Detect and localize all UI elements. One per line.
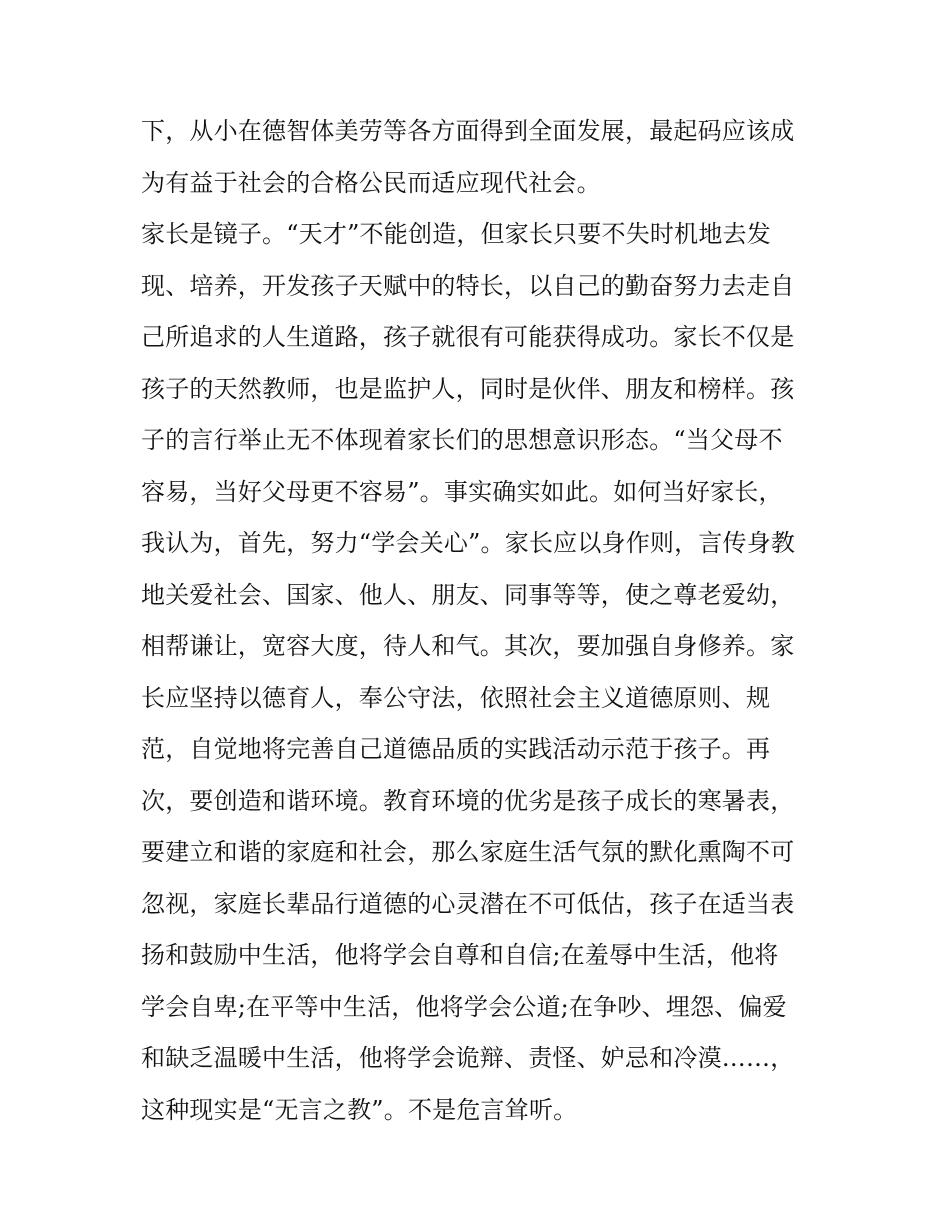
text-line: 要建立和谐的家庭和社会，那么家庭生活气氛的默化熏陶不可 <box>141 838 795 866</box>
text-line: 相帮谦让，宽容大度，待人和气。其次，要加强自身修养。家 <box>141 632 795 660</box>
text-line: 容易，当好父母更不容易”。事实确实如此。如何当好家长， <box>141 477 783 506</box>
text-line: 孩子的天然教师，也是监护人，同时是伙伴、朋友和榜样。孩 <box>141 374 795 403</box>
text-line: 次，要创造和谐环境。教育环境的优劣是孩子成长的寒暑表， <box>141 786 795 815</box>
text-line: 下，从小在德智体美劳等各方面得到全面发展，最起码应该成 <box>141 117 795 145</box>
text-line: 范，自觉地将完善自己道德品质的实践活动示范于孩子。再 <box>141 735 771 763</box>
text-line: 己所追求的人生道路，孩子就很有可能获得成功。家长不仅是 <box>141 323 795 351</box>
text-line: 子的言行举止无不体现着家长们的思想意识形态。“当父母不 <box>141 426 783 454</box>
text-line: 现、培养，开发孩子天赋中的特长，以自己的勤奋努力去走自 <box>141 271 795 300</box>
text-line: 为有益于社会的合格公民而适应现代社会。 <box>141 168 601 197</box>
text-line: 我认为，首先，努力“学会关心”。家长应以身作则，言传身教 <box>141 529 796 557</box>
body-text <box>141 106 831 1136</box>
text-line: 长应坚持以德育人，奉公守法，依照社会主义道德原则、规 <box>141 683 771 712</box>
text-line: 地关爱社会、国家、他人、朋友、同事等等，使之尊老爱幼， <box>141 580 795 609</box>
text-line: 家长是镜子。“天才”不能创造，但家长只要不失时机地去发 <box>141 220 771 248</box>
text-line: 和缺乏温暖中生活，他将学会诡辩、责怪、妒忌和冷漠……， <box>141 1044 795 1072</box>
text-line: 这种现实是“无言之教”。不是危言耸听。 <box>141 1095 578 1124</box>
text-line: 学会自卑;在平等中生活，他将学会公道;在争吵、埋怨、偏爱 <box>141 992 787 1021</box>
text-line: 扬和鼓励中生活，他将学会自尊和自信;在羞辱中生活，他将 <box>141 941 779 969</box>
text-line: 忽视，家庭长辈品行道德的心灵潜在不可低估，孩子在适当表 <box>141 889 795 918</box>
